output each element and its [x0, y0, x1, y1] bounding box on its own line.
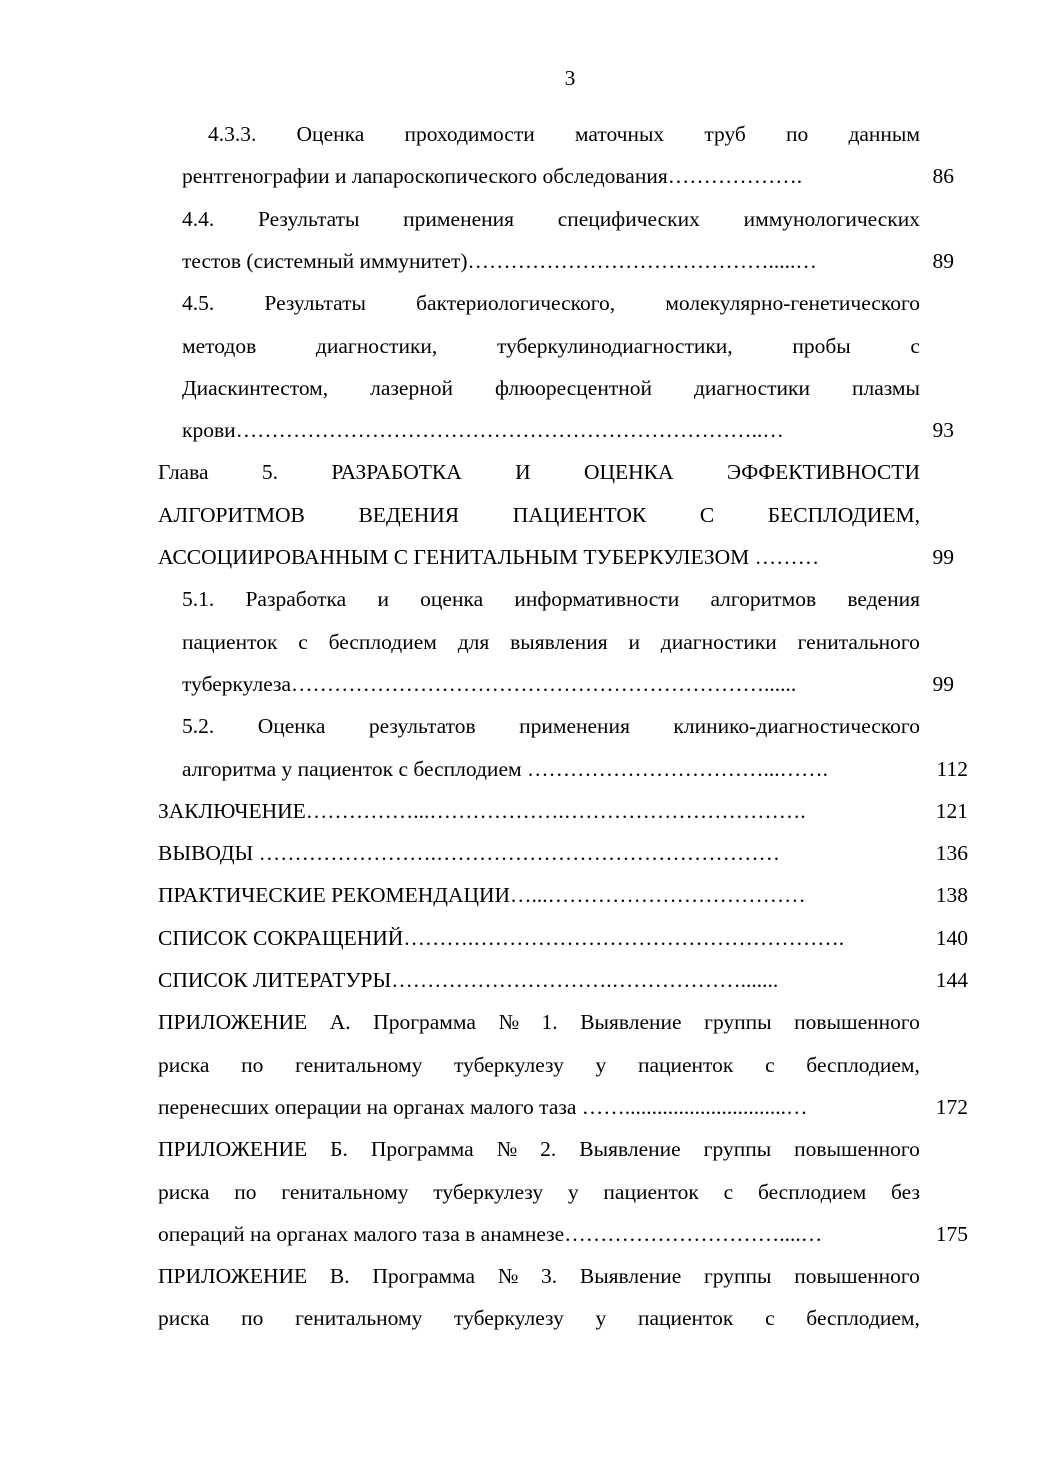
toc-line: [158, 1255, 920, 1297]
toc-word: и: [377, 587, 389, 612]
toc-line-text: операций на органах малого таза в анамнезе…………………………....…: [158, 1221, 823, 1246]
toc-page-number: 99: [932, 545, 954, 569]
toc-word: с: [910, 333, 920, 358]
toc-word: ОЦЕНКА: [583, 460, 674, 485]
toc-line: [158, 451, 920, 493]
toc-word: БЕСПЛОДИЕМ,: [767, 502, 920, 527]
toc-word: Результаты: [264, 291, 366, 316]
toc-line: [182, 155, 802, 197]
toc-word: №: [498, 1010, 519, 1035]
toc-word: пациенток: [637, 1306, 734, 1331]
toc-line: [182, 198, 920, 240]
toc-line-text: ВЫВОДЫ …………………….…………………………………………: [158, 841, 781, 866]
toc-word: применения: [403, 206, 515, 231]
toc-word: 5.2.: [182, 714, 215, 739]
toc-word: Разработка: [245, 587, 347, 612]
toc-line: [158, 1297, 920, 1339]
toc-line: [158, 1044, 920, 1086]
page-number: 3: [564, 66, 576, 90]
toc-word: А.: [329, 1010, 351, 1035]
toc-word: пациенток: [603, 1179, 699, 1204]
toc-word: пациенток: [182, 629, 278, 654]
toc-page-number: 121: [935, 798, 968, 823]
toc-word: бактериологического,: [416, 291, 616, 316]
toc-word: данным: [848, 122, 920, 146]
toc-page-number: 144: [935, 968, 968, 992]
toc-word: ПАЦИЕНТОК: [512, 502, 647, 527]
toc-word: №: [497, 1264, 519, 1289]
toc-word: оценка: [420, 587, 484, 612]
toc-word: ведения: [847, 587, 920, 612]
toc-page-number: 138: [935, 883, 968, 908]
toc-word: лазерной: [370, 375, 453, 400]
toc-word: бесплодием,: [806, 1306, 920, 1331]
toc-word: ПРИЛОЖЕНИЕ: [158, 1010, 308, 1035]
toc-line: [158, 1086, 808, 1128]
toc-word: риска: [158, 1179, 210, 1204]
toc-word: генитальному: [295, 1052, 423, 1077]
toc-word: диагностики: [660, 629, 777, 654]
toc-word: пациенток: [637, 1052, 734, 1077]
toc-word: информативности: [514, 587, 680, 612]
toc-word: Оценка: [257, 714, 326, 739]
toc-word: Б.: [330, 1137, 348, 1162]
toc-line-text: алгоритма у пациенток с бесплодием ……………………………...…….: [182, 756, 828, 781]
toc-word: 5.1.: [182, 587, 215, 612]
toc-page-number: 175: [935, 1221, 968, 1246]
toc-word: по: [241, 1052, 264, 1077]
toc-line: [208, 113, 920, 155]
toc-line: [158, 1128, 920, 1170]
toc-word: алгоритмов: [710, 587, 817, 612]
toc-word: АЛГОРИТМОВ: [158, 502, 305, 527]
toc-word: специфических: [557, 206, 700, 231]
toc-page-number: 172: [935, 1094, 968, 1119]
toc-word: повышенного: [794, 1010, 920, 1035]
toc-word: генитального: [797, 629, 920, 654]
toc-word: с: [723, 1179, 734, 1204]
toc-word: генитальному: [295, 1306, 423, 1331]
toc-word: по: [241, 1306, 264, 1331]
toc-line: [158, 790, 806, 832]
toc-page-number: 140: [935, 925, 968, 950]
toc-word: плазмы: [851, 375, 920, 400]
toc-line: [158, 959, 778, 1001]
toc-word: группы: [703, 1264, 772, 1289]
toc-word: С: [699, 502, 715, 527]
toc-line-text: СПИСОК СОКРАЩЕНИЙ……….…………………………………………….: [158, 925, 845, 950]
toc-page-number: 136: [935, 841, 968, 866]
toc-word: с: [765, 1052, 775, 1077]
toc-word: повышенного: [794, 1264, 920, 1289]
toc-line: [158, 1213, 822, 1255]
toc-word: 2.: [540, 1137, 557, 1162]
toc-word: 3.: [541, 1264, 558, 1289]
toc-word: с: [298, 629, 308, 654]
toc-line: [158, 917, 844, 959]
toc-word: 4.5.: [182, 291, 215, 316]
toc-word: у: [595, 1306, 607, 1331]
toc-word: группы: [704, 1010, 772, 1035]
toc-line-text: ЗАКЛЮЧЕНИЕ……………...……………….…………………………….: [158, 798, 806, 823]
toc-word: флюоресцентной: [494, 375, 652, 400]
toc-word: Результаты: [257, 206, 360, 231]
toc-word: бесплодием,: [806, 1052, 920, 1077]
toc-word: туберкулезу: [454, 1052, 564, 1077]
toc-line-text: ПРАКТИЧЕСКИЕ РЕКОМЕНДАЦИИ…...………………………………: [158, 883, 806, 908]
toc-line-text: туберкулеза…………………………………………………………......: [182, 671, 797, 696]
toc-word: группы: [703, 1137, 772, 1162]
toc-line: [182, 748, 828, 790]
toc-word: бесплодием: [757, 1179, 867, 1204]
toc-line: [158, 874, 806, 916]
toc-line: [182, 578, 920, 620]
toc-line-text: СПИСОК ЛИТЕРАТУРЫ………………………….……………….......: [158, 968, 779, 992]
toc-word: бесплодием: [328, 629, 437, 654]
toc-word: по: [234, 1179, 257, 1204]
toc-word: Программа: [372, 1264, 476, 1289]
toc-word: пробы: [792, 333, 851, 358]
toc-word: клинико-диагностического: [673, 714, 920, 739]
toc-word: ПРИЛОЖЕНИЕ: [158, 1137, 308, 1162]
toc-word: молекулярно-генетического: [665, 291, 920, 316]
toc-line: [182, 367, 920, 409]
toc-word: Глава: [158, 460, 209, 485]
toc-line-text: перенесших операции на органах малого таза ……..............................…: [158, 1094, 808, 1119]
toc-word: Программа: [373, 1010, 476, 1035]
toc-word: иммунологических: [743, 206, 920, 231]
toc-word: Программа: [370, 1137, 474, 1162]
toc-word: для: [457, 629, 490, 654]
toc-word: туберкулинодиагностики,: [496, 333, 733, 358]
toc-line: [182, 663, 796, 705]
toc-word: и: [628, 629, 640, 654]
toc-word: без: [890, 1179, 920, 1204]
toc-word: ПРИЛОЖЕНИЕ: [158, 1264, 308, 1289]
toc-word: проходимости: [404, 122, 535, 146]
toc-word: маточных: [574, 122, 665, 146]
toc-word: выявления: [510, 629, 608, 654]
toc-word: Выявление: [579, 1137, 681, 1162]
toc-line-text: крови………………………………………………………………..…: [182, 418, 784, 443]
toc-word: диагностики,: [315, 333, 438, 358]
toc-line: [182, 325, 920, 367]
toc-word: ЭФФЕКТИВНОСТИ: [726, 460, 920, 485]
toc-line: [182, 282, 920, 324]
toc-word: риска: [158, 1306, 210, 1331]
toc-word: ВЕДЕНИЯ: [358, 502, 460, 527]
toc-word: Выявление: [580, 1010, 682, 1035]
toc-word: у: [595, 1052, 607, 1077]
toc-page-number: 86: [932, 164, 954, 189]
toc-word: применения: [519, 714, 630, 739]
toc-word: с: [765, 1306, 775, 1331]
toc-word: туберкулезу: [433, 1179, 544, 1204]
toc-line-text: тестов (системный иммунитет)…………………………………….....…: [182, 248, 817, 273]
toc-word: №: [496, 1137, 518, 1162]
toc-word: туберкулезу: [454, 1306, 564, 1331]
toc-word: И: [515, 460, 531, 485]
toc-line: [182, 621, 920, 663]
toc-word: РАЗРАБОТКА: [331, 460, 462, 485]
toc-word: Диаскинтестом,: [182, 375, 329, 400]
toc-word: Выявление: [579, 1264, 682, 1289]
toc-word: диагностики: [693, 375, 810, 400]
toc-line: [158, 494, 920, 536]
toc-word: 4.3.3.: [208, 122, 257, 146]
toc-word: 4.4.: [182, 206, 215, 231]
toc-line: [158, 832, 780, 874]
toc-word: 5.: [261, 460, 278, 485]
toc-word: В.: [329, 1264, 350, 1289]
toc-line: [158, 536, 819, 578]
toc-word: труб: [704, 122, 746, 146]
toc-word: по: [786, 122, 809, 146]
toc-line-text: АССОЦИИРОВАННЫМ С ГЕНИТАЛЬНЫМ ТУБЕРКУЛЕЗОМ ………: [158, 545, 820, 569]
toc-word: риска: [158, 1052, 210, 1077]
toc-line: [182, 409, 784, 451]
toc-line-text: рентгенографии и лапароскопического обследования……………….: [182, 164, 803, 189]
toc-page-number: 93: [932, 418, 954, 443]
toc-word: 1.: [541, 1010, 558, 1035]
toc-page-number: 99: [932, 671, 954, 696]
toc-line: [158, 1001, 920, 1043]
toc-word: повышенного: [794, 1137, 920, 1162]
toc-page-number: 89: [932, 248, 954, 273]
toc-word: методов: [182, 333, 257, 358]
toc-word: генитальному: [281, 1179, 409, 1204]
toc-line: [158, 1171, 920, 1213]
toc-line: [182, 240, 817, 282]
toc-line: [182, 705, 920, 747]
toc-word: Оценка: [296, 122, 365, 146]
toc-word: результатов: [368, 714, 476, 739]
toc-page-number: 112: [936, 756, 968, 781]
toc-word: у: [567, 1179, 579, 1204]
